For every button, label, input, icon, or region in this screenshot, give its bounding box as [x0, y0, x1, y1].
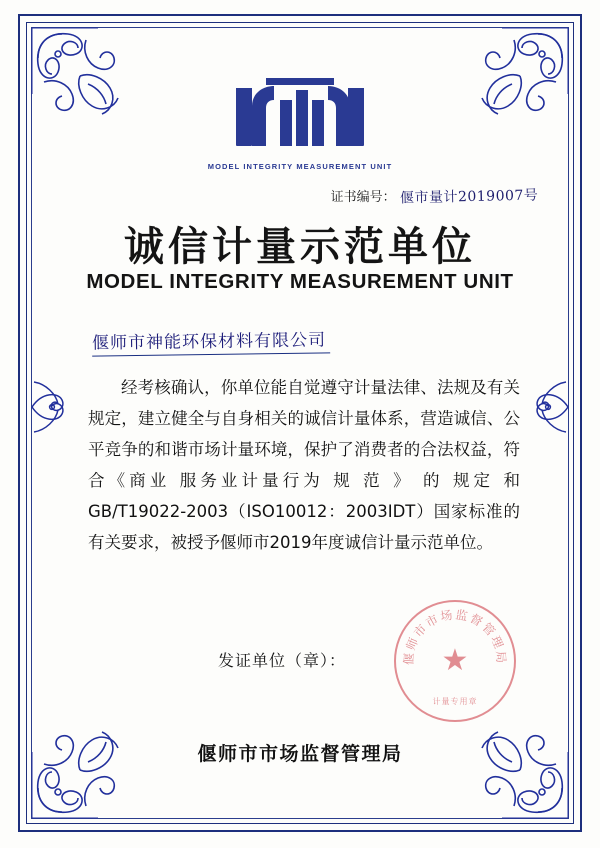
logo-block [0, 72, 600, 171]
body-paragraph: 经考核确认，你单位能自觉遵守计量法律、法规及有关规定，建立健全与自身相关的诚信计量体系，营造诚信、公平竞争的和谐市场计量环境，保护了消费者的合法权益，符合《商业 服务业计量行为 规 范 》 的 规定 和 GB/T19022-2003（ISO10012：2003IDT）国家标准的有关要求，被授予偃师市2019年度诚信计量示范单位。 [88, 378, 520, 552]
corner-ornament-bottom-left [28, 710, 140, 822]
issuer-label: 发证单位（章）： [217, 651, 346, 670]
seal-star-icon: ★ [441, 644, 469, 677]
certificate-number-value: 偃市量计2019007号 [399, 187, 539, 207]
logo-caption: MODEL INTEGRITY MEASUREMENT UNIT [207, 162, 393, 171]
page-title-en: MODEL INTEGRITY MEASUREMENT UNIT [86, 270, 514, 293]
side-ornament-left [28, 362, 74, 452]
page-title-cn: 诚信计量示范单位 [124, 224, 476, 270]
certificate-number [331, 186, 538, 207]
seal-bottom-text: 计量专用章 [432, 697, 478, 706]
official-seal [394, 600, 516, 722]
recipient-name: 偃师市神能环保材料有限公司 [92, 325, 330, 356]
body-text [88, 372, 520, 558]
side-ornament-right [526, 362, 572, 452]
seal-ring-text: 偃师市市场监督管理局 [401, 607, 509, 666]
emblem-icon [230, 72, 370, 155]
footer-organization: 偃师市市场监督管理局 [197, 743, 403, 765]
certificate-number-label: 证书编号： [330, 189, 396, 204]
corner-ornament-bottom-right [460, 710, 572, 822]
